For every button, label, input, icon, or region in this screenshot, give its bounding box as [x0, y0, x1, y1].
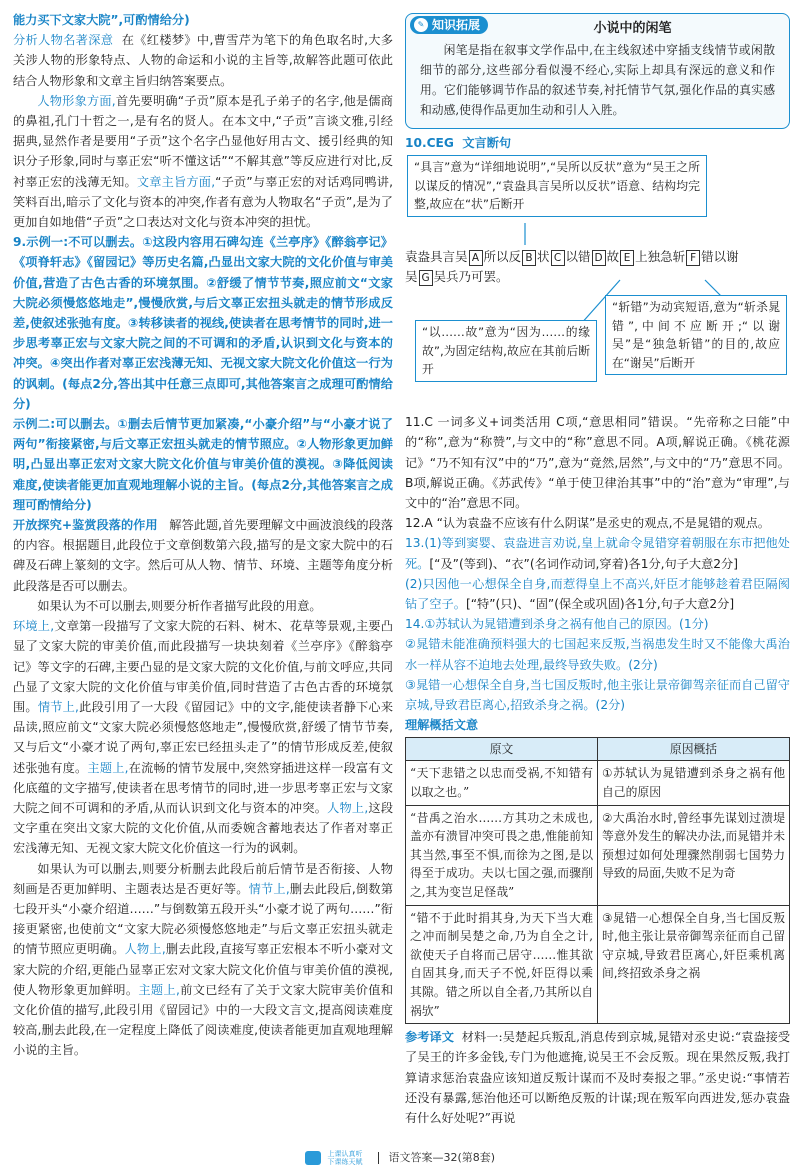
cell-original: “昔禹之治水……方其功之未成也,盖亦有溃冒冲突可畏之患,惟能前知其当然,事至不惧,而徐为之图,是以得至于成功。夫以七国之强,而骤削之,其为变岂足怪哉”: [406, 805, 598, 905]
mark-g[interactable]: G: [419, 270, 433, 286]
page-number: 语文答案—32(第8套): [388, 1151, 496, 1164]
reference-text: 材料一:吴楚起兵叛乱,消息传到京城,晁错对丞史说:“袁盎接受了吴王的许多金钱,专门为他遮掩,说吴王不会反叛。现在果然反叛,我打算请求惩治袁盎应该知道反叛计谋而不及时奏报之罪。”丞史说:“事情若还没有暴露,惩治他还可以断绝反叛的计谋;现在叛军向西进发,惩办袁盎有什么好处呢?”再说: [405, 1030, 791, 1125]
env-label: 环境上,: [13, 619, 55, 634]
table-row: [406, 761, 790, 805]
mark-c[interactable]: C: [551, 250, 565, 266]
footer-divider: [378, 1152, 379, 1164]
mark-f[interactable]: F: [686, 250, 700, 266]
knowledge-tag-label: 知识拓展: [432, 18, 481, 32]
seg-4: 以错: [565, 249, 591, 265]
plot-text-2: 删去此段后,倒数第七段开头“小豪介绍道……”与倒数第五段开头“小豪才说了两句……”衔接更紧密,也使前文“文家大院必须慢悠悠地走”与后文辜正宏扭头就走的情节照应更明确。: [13, 881, 394, 957]
seg-8: 吴: [405, 269, 418, 285]
q13-part1-score: [“及”(等到)、“衣”(名词作动词,穿着)各1分,句子大意2分]: [429, 556, 738, 571]
knowledge-text: 闲笔是指在叙事文学作品中,在主线叙述中穿插支线情节或闲散细节的部分,这些部分看似漫不经心,实际上却具有深远的意义和作用。它们能够调节作品的叙述节奏,衬托情节气氛,强化作品的真实感和动感,使得作品更加生动和引人入胜。: [420, 43, 775, 117]
analysis-text: 在《红楼梦》中,曹雪芹为笔下的角色取名时,大多关涉人物的形象特点、人物的命运和小说的主旨等,故解答此题可依此结合人物形象和文章主旨归纳答案要点。: [13, 33, 394, 88]
brand-line-2: 下课练天赋: [327, 1158, 363, 1166]
q13-part1: 13.(1)等到窦婴、袁盎进言劝说,皇上就命令晁错穿着朝服在东市把他处死。: [405, 536, 790, 571]
method-label: 开放探究+鉴赏段落的作用: [13, 518, 158, 533]
col-original: 原文: [406, 738, 598, 761]
seg-7: 错以谢: [701, 249, 739, 265]
q9-method: [13, 515, 393, 596]
explain-box-2: “斩错”为动宾短语,意为“斩杀晁错”,中间不应断开;“以谢吴”是“独急斩错”的目的,故应在“谢吴”后断开: [605, 295, 787, 375]
cell-original: “错不于此时捐其身,为天下当大难之冲而制吴楚之命,乃为自全之计,欲使天子自将而己居守……惟其欲自固其身,而天子不悦,奸臣得以乘其隙。错之所以自全者,乃其所以自祸欤”: [406, 905, 598, 1024]
person-label-2: 人物上,: [124, 942, 166, 957]
plot-label: 情节上,: [37, 699, 79, 714]
brand-slogan: [327, 1150, 362, 1166]
right-column: [405, 10, 790, 1128]
person-text: 这段文字重在突出文家大院的文化价值,从而委婉含蓄地表达了作者对辜正宏浅薄无知、无视文家大院文化价值这一行为的讽刺。: [13, 800, 394, 856]
seg-3: 状: [537, 249, 550, 265]
q9-example-two: 示例二:可以删去。①删去后情节更加紧凑,“小豪介绍”与“小豪才说了两句”衔接紧密,与后文辜正宏扭头就走的情节照应。②人物形象更加鲜明,凸显出辜正宏对文家大院文化价值与审美价值的漠视。③降低阅读难度,使读者能更加直观地理解小说的主旨。(每点2分,其他答案言之成理可酌情给分): [13, 417, 393, 512]
theme-label-3: 主题上,: [138, 982, 180, 997]
punctuation-diagram: [405, 155, 790, 410]
col-reason: 原因概括: [598, 738, 790, 761]
cell-reason: ①苏轼认为晁错遭到杀身之祸有他自己的原因: [598, 761, 790, 805]
plot-text: 此段引用了一大段《留园记》中的文字,能使读者静下心来品读,照应前文“文家大院必须慢悠悠地走”,慢慢欣赏,舒缓了情节节奏,又与后文“小豪才说了两句,辜正宏已经扭头走了”的情节形成反差,使叙述张弛有度。: [13, 699, 394, 775]
character-paragraph: [13, 91, 393, 232]
q10-heading: [405, 133, 790, 153]
mark-d[interactable]: D: [592, 250, 606, 266]
reference-label: 参考译文: [405, 1030, 454, 1045]
theme-text-2: 在流畅的情节发展中,突然穿插进这样一段富有文化底蕴的文字描写,使读者在思考情节的同时,进一步思考辜正宏与文家大院之间不可调和的矛盾,从而认识到文化与资本的冲突。: [13, 760, 394, 815]
theme-text-3: 前文已经有了关于文家大院审美价值和文化价值的描写,此段引用《留园记》中的一大段文言文,提高阅读难度较高,删去此段,在一定程度上降低了阅读难度,使读者能更加直观地理解小说的主旨。: [13, 982, 394, 1058]
knowledge-icon: ✎: [414, 18, 428, 32]
seg-6: 上独急斩: [635, 249, 686, 265]
q8-analysis: [13, 30, 393, 91]
cell-reason: ②大禹治水时,曾经事先谋划过溃堤等意外发生的解决办法,而晁错并未预想过如何处理骤然削弱七国势力导致的局面,失败不足为奇: [598, 805, 790, 905]
cell-original: “天下悲错之以忠而受祸,不知错有以取之也。”: [406, 761, 598, 805]
q13-part2-score: [“特”(只)、“固”(保全或巩固)各1分,句子大意2分]: [465, 597, 735, 612]
delete-intro: 如果认为可以删去,则要分析删去此段后前后情节是否衔接、人物刻画是否更加鲜明、主题表达是否更好等。: [13, 861, 393, 896]
theme-label: 文章主旨方面,: [136, 174, 216, 189]
knowledge-tag: [410, 16, 488, 34]
seg-9: 吴兵乃可罢。: [433, 269, 509, 285]
brand-line-1: 上课认真听: [327, 1150, 363, 1158]
q14-point-3: ③晁错一心想保全自身,当七国反叛时,他主张让景帝御驾亲征而自己留守京城,导致君臣离心,招致杀身之祸。(2分): [405, 677, 790, 713]
q9-example-one: 9.示例一:不可以删去。①这段内容用石碑勾连《兰亭序》《醉翁亭记》《项脊轩志》《留园记》等历史名篇,凸显出文家大院的文化价值与审美价值,营造了古色古香的环境氛围。②舒缓了情节节奏,照应前文“文家大院必须慢悠悠地走”,慢慢欣赏,与后文辜正宏扭头就走的情节形成反差,使叙述张弛有度。③转移读者的视线,使读者在思考情节的同时,进一步思考辜正宏与文家大院之间的不可调和的矛盾,认识到文化与资本的冲突。④突出作者对辜正宏浅薄无知、无视文家大院文化价值这一行为的讽刺。(每点2分,答出其中任意三点即可,其他答案言之成理可酌情给分): [13, 235, 393, 411]
explain-box-1: “具言”意为“详细地说明”,“吴所以反状”意为“吴王之所以谋反的情况”,“袁盎具言吴所以反状”语意、结构均完整,故应在“状”后断开: [407, 155, 707, 217]
translation-table: [405, 737, 790, 1024]
character-text: 首先要明确“子贡”原本是孔子弟子的名字,他是儒商的鼻祖,孔门十哲之一,是有名的贤人。在本文中,“子贡”言谈文雅,引经据典,显然作者是要用“子贡”这个名字凸显他好用古文、援引经典的知识分子形象,同时与辜正宏“听不懂这话”“不解其意”等反应进行对比,反衬辜正宏的浅薄无知。: [13, 93, 393, 189]
mark-b[interactable]: B: [522, 250, 536, 266]
keep-intro: 如果认为不可以删去,则要分析作者描写此段的用意。: [37, 598, 322, 613]
keep-analysis: [13, 616, 393, 858]
table-header-row: [406, 738, 790, 761]
cell-reason: ③晁错一心想保全自身,当七国反叛时,他主张让景帝御驾亲征而自己留守京城,导致君臣离心,奸臣乘机离间,终招致杀身之祸: [598, 905, 790, 1024]
mark-e[interactable]: E: [620, 250, 634, 266]
table-row: [406, 805, 790, 905]
theme-label-2: 主题上,: [87, 760, 129, 775]
seg-1: 袁盎具言吴: [405, 249, 468, 265]
person-text-2: 删去此段,直接写辜正宏根本不听小豪对文家大院的介绍,更能凸显辜正宏对文家大院文化价值与审美价值的漠视,使人物形象更加鲜明。: [13, 942, 394, 997]
q10-answer: 10.CEG: [405, 136, 454, 150]
brand-logo-icon: [305, 1151, 321, 1165]
character-label: 人物形象方面,: [37, 93, 116, 108]
mark-a[interactable]: A: [469, 250, 483, 266]
seg-2: 所以反: [483, 249, 522, 265]
q11-answer: 11.C 一词多义+词类活用 C项,“意思相同”错误。“先帝称之曰能”中的“称”,意为“称赞”,与文中的“称”意思不同。A项,解说正确。《桃花源记》“乃不知有汉”中的“乃”,意为“竟然,居然”,与文中的“乃”意思不同。B项,解说正确。《苏武传》“单于使卫律治其事”中的“治”意为“审理”,与文中的“治”意思不同。: [405, 415, 790, 511]
seg-5: 故: [606, 249, 620, 265]
q13-part2: (2)只因他一心想保全自身,而惹得皇上不高兴,奸臣才能够趁着君臣隔阂钻了空子。: [405, 576, 790, 612]
left-column: [13, 10, 393, 1061]
plot-label-2: 情节上,: [248, 881, 290, 896]
theme-text: “子贡”与辜正宏的对话鸡同鸭讲,笑料百出,暗示了文化与资本的冲突,作者有意为人物取名“子贡”,是为了更加自如地借“子贡”之口表达对文化与资本冲突的担忧。: [13, 174, 394, 230]
q8-tail: 能力买下文家大院”,可酌情给分): [13, 13, 190, 27]
person-label: 人物上,: [327, 800, 369, 815]
q13-answer: [405, 533, 790, 573]
page-footer: [0, 1148, 800, 1168]
delete-analysis: [13, 859, 393, 1061]
knowledge-box: [405, 13, 790, 129]
table-heading: 理解概括文意: [405, 718, 479, 733]
reference-translation: [405, 1027, 790, 1128]
explain-box-3: “以……故”意为“因为……的缘故”,为固定结构,故应在其前后断开: [415, 320, 597, 382]
analysis-label: 分析人物名著深意: [13, 33, 114, 48]
q12-answer: 12.A “认为袁盎不应该有什么阴谋”是丞史的观点,不是晁错的观点。: [405, 516, 770, 531]
q14-point-1: 14.①苏轼认为晁错遭到杀身之祸有他自己的原因。(1分): [405, 617, 709, 632]
table-row: [406, 905, 790, 1024]
q14-point-2: ②晁错未能准确预料强大的七国起来反叛,当祸患发生时又不能像大禹治水一样从容不迫地去处理,最终导致失败。(2分): [405, 637, 790, 672]
knowledge-title: 小说中的闲笔: [593, 21, 672, 36]
q13-answer-2: [405, 574, 790, 614]
q10-type: 文言断句: [462, 136, 512, 150]
env-text: 文章第一段描写了文家大院的石料、树木、花草等景观,主要凸显了文家大院的审美价值,而此段描写一块块刻着《兰亭序》《醉翁亭记》等文字的石碑,主要凸显的是文家大院的文化价值,与前文呼应,共同凸显了文家大院的文化价值与审美价值,同时营造了古色古香的环境氛围。: [13, 619, 393, 714]
punctuation-sentence: [405, 247, 790, 287]
method-text: 解答此题,首先要理解文中画波浪线的段落的内容。根据题目,此段位于文章倒数第六段,描写的是文家大院中的石碑及石碑上篆刻的文字。然后可从人物、情节、环境、主题等角度分析此段落是否可以删去。: [13, 518, 394, 593]
